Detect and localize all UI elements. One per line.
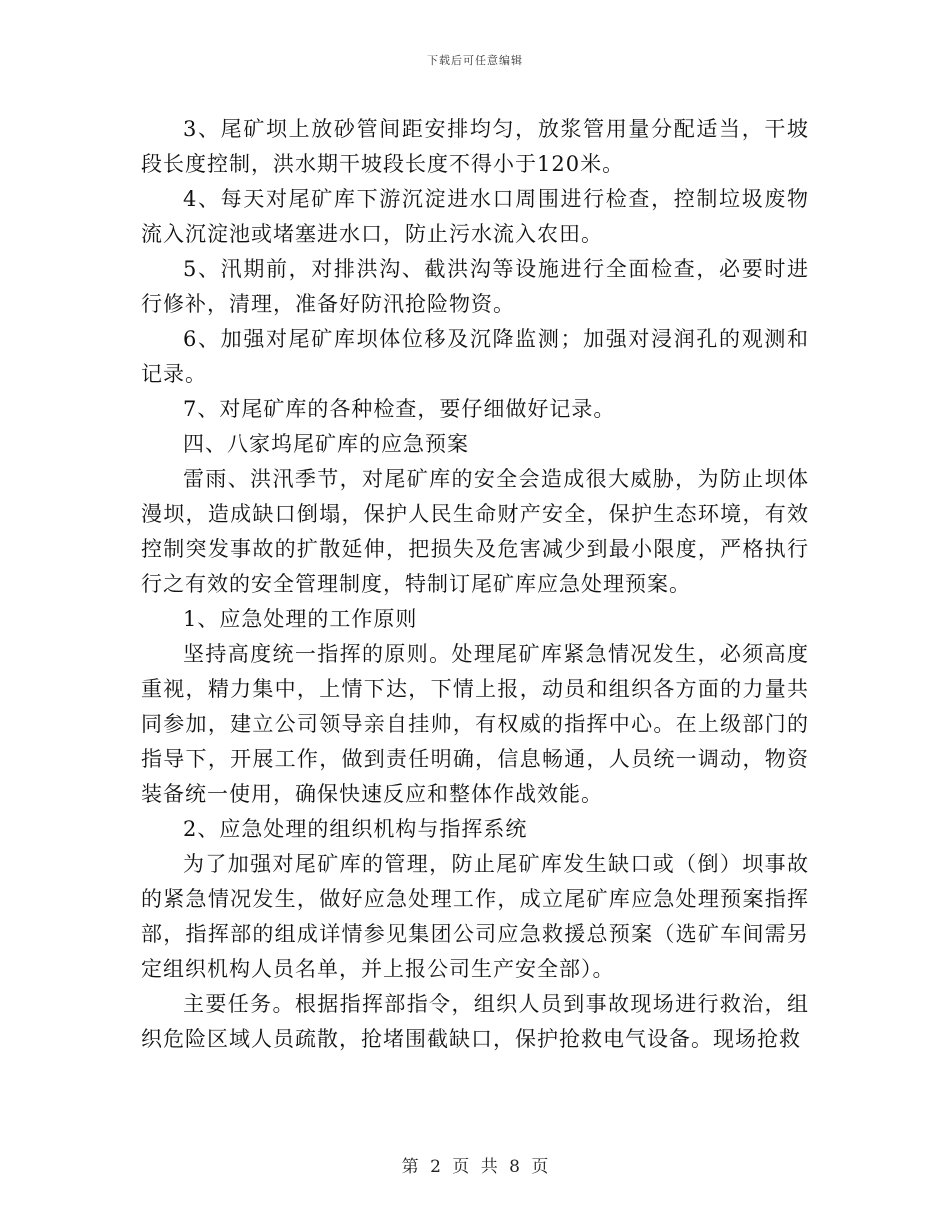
section-heading: 四、八家坞尾矿库的应急预案 bbox=[183, 432, 469, 456]
paragraph-item-3: 3、尾矿坝上放砂管间距安排均匀，放浆管用量分配适当，干坡段长度控制，洪水期干坡段长度不得小于120米。 bbox=[141, 117, 809, 176]
paragraph-item-6: 6、加强对尾矿库坝体位移及沉降监测；加强对浸润孔的观测和记录。 bbox=[141, 327, 809, 386]
tasks-paragraph: 主要任务。根据指挥部指令，组织人员到事故现场进行救治，组织危险区域人员疏散，抢堵围截缺口，保护抢救电气设备。现场抢救 bbox=[141, 992, 809, 1051]
subheading-organization: 2、应急处理的组织机构与指挥系统 bbox=[183, 817, 528, 841]
document-body bbox=[141, 112, 809, 1057]
principles-paragraph: 坚持高度统一指挥的原则。处理尾矿库紧急情况发生，必须高度重视，精力集中，上情下达，下情上报，动员和组织各方面的力量共同参加，建立公司领导亲自挂帅，有权威的指挥中心。在上级部门的指导下，开展工作，做到责任明确，信息畅通，人员统一调动，物资装备统一使用，确保快速反应和整体作战效能。 bbox=[141, 642, 809, 806]
section-intro-paragraph: 雷雨、洪汛季节，对尾矿库的安全会造成很大威胁，为防止坝体漫坝，造成缺口倒塌，保护人民生命财产安全，保护生态环境，有效控制突发事故的扩散延伸，把损失及危害减少到最小限度，严格执行行之有效的安全管理制度，特制订尾矿库应急处理预案。 bbox=[141, 467, 809, 596]
page-number: 第 2 页 共 8 页 bbox=[401, 1157, 549, 1177]
organization-paragraph: 为了加强对尾矿库的管理，防止尾矿库发生缺口或（倒）坝事故的紧急情况发生，做好应急处理工作，成立尾矿库应急处理预案指挥部，指挥部的组成详情参见集团公司应急救援总预案（选矿车间需另定组织机构人员名单，并上报公司生产安全部）。 bbox=[141, 852, 809, 981]
subheading-principles: 1、应急处理的工作原则 bbox=[183, 607, 418, 631]
paragraph-item-7: 7、对尾矿库的各种检查，要仔细做好记录。 bbox=[183, 397, 616, 421]
paragraph-item-5: 5、汛期前，对排洪沟、截洪沟等设施进行全面检查，必要时进行修补，清理，准备好防汛抢险物资。 bbox=[141, 257, 809, 316]
paragraph-item-4: 4、每天对尾矿库下游沉淀进水口周围进行检查，控制垃圾废物流入沉淀池或堵塞进水口，防止污水流入农田。 bbox=[141, 187, 809, 246]
page-header: 下载后可任意编辑 bbox=[427, 54, 523, 67]
